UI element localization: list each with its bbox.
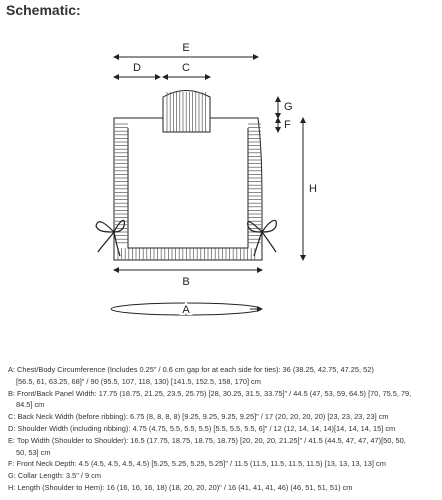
- dimension-c: [163, 62, 210, 77]
- dimension-d: [114, 62, 160, 77]
- body-panel: [114, 118, 262, 260]
- label-e: E: [182, 42, 190, 54]
- legend-item-e: E: Top Width (Shoulder to Shoulder): 16.5 (17.75, 18.75, 18.75, 18.75) [20, 20, 20, 21.25]" / 41.5 (44.5, 47, 47, 47)[50, 50, 50, 53] cm: [8, 435, 406, 457]
- label-h: H: [309, 183, 317, 195]
- dimension-g: [278, 97, 293, 118]
- label-a: A: [182, 304, 190, 316]
- legend-item-c: C: Back Neck Width (before ribbing): 6.75 (8, 8, 8, 8) [9.25, 9.25, 9.25, 9.25]" / 17 (20, 20, 20, 20) [23, 23, 23, 23] cm: [8, 412, 389, 422]
- label-c: C: [182, 62, 190, 74]
- schematic-title: Schematic:: [6, 2, 81, 18]
- legend-item-b: B: Front/Back Panel Width: 17.75 (18.75, 21.25, 23.5, 25.75) [28, 30.25, 31.5, 33.75]" / 44.5 (47, 53, 59, 64.5) [70, 75.5, 79, 84.5] cm: [8, 388, 412, 410]
- dimension-a: [111, 303, 262, 316]
- dimension-h: [303, 118, 317, 260]
- legend-item-g: G: Collar Length: 3.5" / 9 cm: [8, 471, 101, 481]
- label-f: F: [284, 119, 291, 131]
- dimension-b: [114, 270, 262, 288]
- dimension-e: [114, 42, 258, 57]
- legend-item-h: H: Length (Shoulder to Hem): 16 (16, 16, 16, 18) (18, 20, 20, 20)" / 16 (41, 41, 41, 46) (46, 51, 51, 51) cm: [8, 482, 353, 492]
- dimension-f: [278, 118, 291, 132]
- legend-item-f: F: Front Neck Depth: 4.5 (4.5, 4.5, 4.5, 4.5) [5.25, 5.25, 5.25, 5.25]" / 11.5 (11.5, 11.5, 11.5, 11.5) [13, 13, 13, 13] cm: [8, 459, 386, 469]
- label-g: G: [284, 101, 293, 113]
- legend-item-d: D: Shoulder Width (including ribbing): 4.75 (4.75, 5.5, 5.5, 5.5) [5.5, 5.5, 5.5, 6]" / 12 (12, 14, 14, 14)[14, 14, 14, 15] cm: [8, 423, 396, 433]
- collar: [163, 91, 210, 133]
- label-d: D: [133, 62, 141, 74]
- legend-item-a: A: Chest/Body Circumference (Includes 0.25" / 0.6 cm gap for at each side for ties): 36 (38.25, 42.75, 47.25, 52) [56.5, 61, 63.25, 68]" / 90 (95.5, 107, 118, 130) [141.5, 152.5, 158, 170] cm: [8, 365, 374, 386]
- label-b: B: [182, 276, 190, 288]
- measurements-legend: [8, 364, 436, 494]
